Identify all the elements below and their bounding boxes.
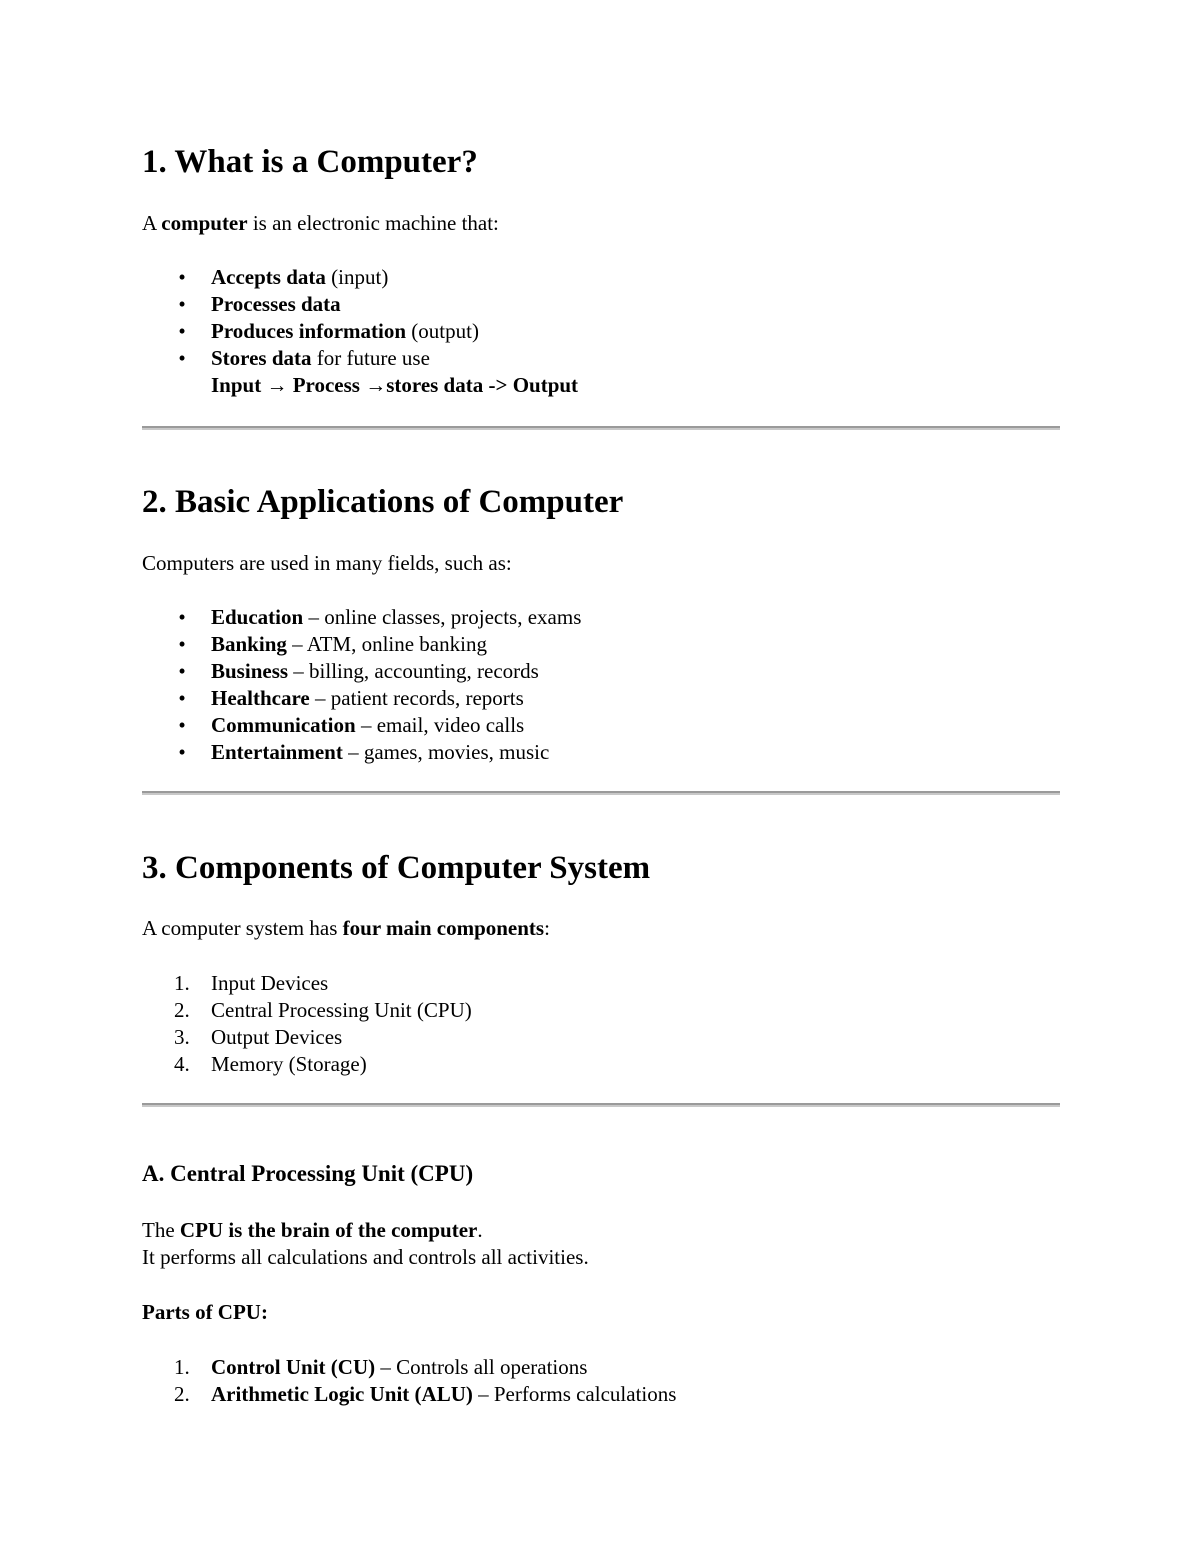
flow-text: Input → Process →stores data -> Output [211, 373, 579, 397]
list-number: 2. [174, 1382, 190, 1406]
section-2-title: 2. Basic Applications of Computer [142, 484, 624, 520]
intro-text: is an electronic machine that: [247, 211, 499, 235]
parts-list [142, 1354, 676, 1408]
list-item [142, 1354, 676, 1381]
item-bold: Banking [211, 632, 287, 656]
item-text: – ATM, online banking [286, 632, 487, 656]
item-bold: Arithmetic Logic Unit (ALU) [211, 1382, 473, 1406]
item-text: (input) [325, 265, 389, 289]
item-text: – Controls all operations [375, 1355, 588, 1379]
parts-heading-text: Parts of CPU: [142, 1300, 268, 1324]
list-number: 2. [174, 998, 190, 1022]
item-text: – online classes, projects, exams [303, 605, 582, 629]
parts-heading [142, 1299, 268, 1326]
item-text: – Performs calculations [472, 1382, 677, 1406]
intro-bold: four main components [342, 916, 545, 940]
list-number: 1. [174, 1355, 190, 1379]
cpu-description [142, 1217, 589, 1271]
bullet-icon: • [178, 319, 186, 343]
list-item [142, 1381, 676, 1408]
item-text: Input Devices [211, 971, 329, 995]
item-bold: Business [211, 659, 289, 683]
section-a-title: A. Central Processing Unit (CPU) [142, 1161, 474, 1186]
item-bold: Healthcare [211, 686, 310, 710]
list-item [142, 658, 581, 685]
section-1-list [142, 264, 578, 399]
list-item [142, 604, 581, 631]
section-2-intro: Computers are used in many fields, such as: [142, 551, 512, 575]
item-text: – patient records, reports [309, 686, 524, 710]
bullet-icon: • [178, 292, 186, 316]
bullet-icon: • [178, 740, 186, 764]
list-item [142, 318, 578, 345]
item-bold: Control Unit (CU) [211, 1355, 376, 1379]
list-number: 3. [174, 1025, 190, 1049]
intro-bold: computer [161, 211, 248, 235]
section-1-intro [142, 210, 499, 237]
item-bold: Entertainment [211, 740, 343, 764]
section-3-intro [142, 915, 550, 942]
divider [142, 1103, 1060, 1107]
bullet-icon: • [178, 659, 186, 683]
flow-line [142, 372, 578, 399]
cpu-text: It performs all calculations and controls all activities. [142, 1245, 589, 1269]
list-item [142, 291, 578, 318]
item-text: (output) [406, 319, 479, 343]
list-item [142, 739, 581, 766]
list-number: 1. [174, 971, 190, 995]
list-item [142, 1024, 472, 1051]
intro-text: A [142, 211, 162, 235]
item-bold: Stores data [211, 346, 312, 370]
bullet-icon: • [178, 605, 186, 629]
item-bold: Education [211, 605, 304, 629]
intro-text: : [544, 916, 550, 940]
bullet-icon: • [178, 686, 186, 710]
list-number: 4. [174, 1052, 190, 1076]
list-item [142, 345, 578, 372]
bullet-icon: • [178, 346, 186, 370]
cpu-text: . [477, 1218, 483, 1242]
item-text: for future use [311, 346, 430, 370]
list-item [142, 997, 472, 1024]
list-item [142, 685, 581, 712]
bullet-icon: • [178, 632, 186, 656]
item-text: Central Processing Unit (CPU) [211, 998, 472, 1022]
item-bold: Accepts data [211, 265, 326, 289]
section-3-list [142, 970, 472, 1078]
item-text: Memory (Storage) [211, 1052, 367, 1076]
list-item [142, 631, 581, 658]
list-item [142, 712, 581, 739]
cpu-bold: CPU is the brain of the computer [179, 1218, 478, 1242]
divider [142, 791, 1060, 795]
list-item [142, 264, 578, 291]
list-item [142, 1051, 472, 1078]
item-text: – games, movies, music [342, 740, 550, 764]
item-bold: Processes data [211, 292, 341, 316]
section-3-title: 3. Components of Computer System [142, 850, 651, 886]
item-text: – email, video calls [355, 713, 525, 737]
cpu-text: The [142, 1218, 180, 1242]
item-text: – billing, accounting, records [288, 659, 539, 683]
bullet-icon: • [178, 713, 186, 737]
item-text: Output Devices [211, 1025, 343, 1049]
section-2-list [142, 604, 581, 766]
intro-text: A computer system has [142, 916, 343, 940]
list-item [142, 970, 472, 997]
section-1-title: 1. What is a Computer? [142, 144, 478, 180]
divider [142, 426, 1060, 430]
item-bold: Produces information [211, 319, 407, 343]
item-bold: Communication [211, 713, 356, 737]
bullet-icon: • [178, 265, 186, 289]
